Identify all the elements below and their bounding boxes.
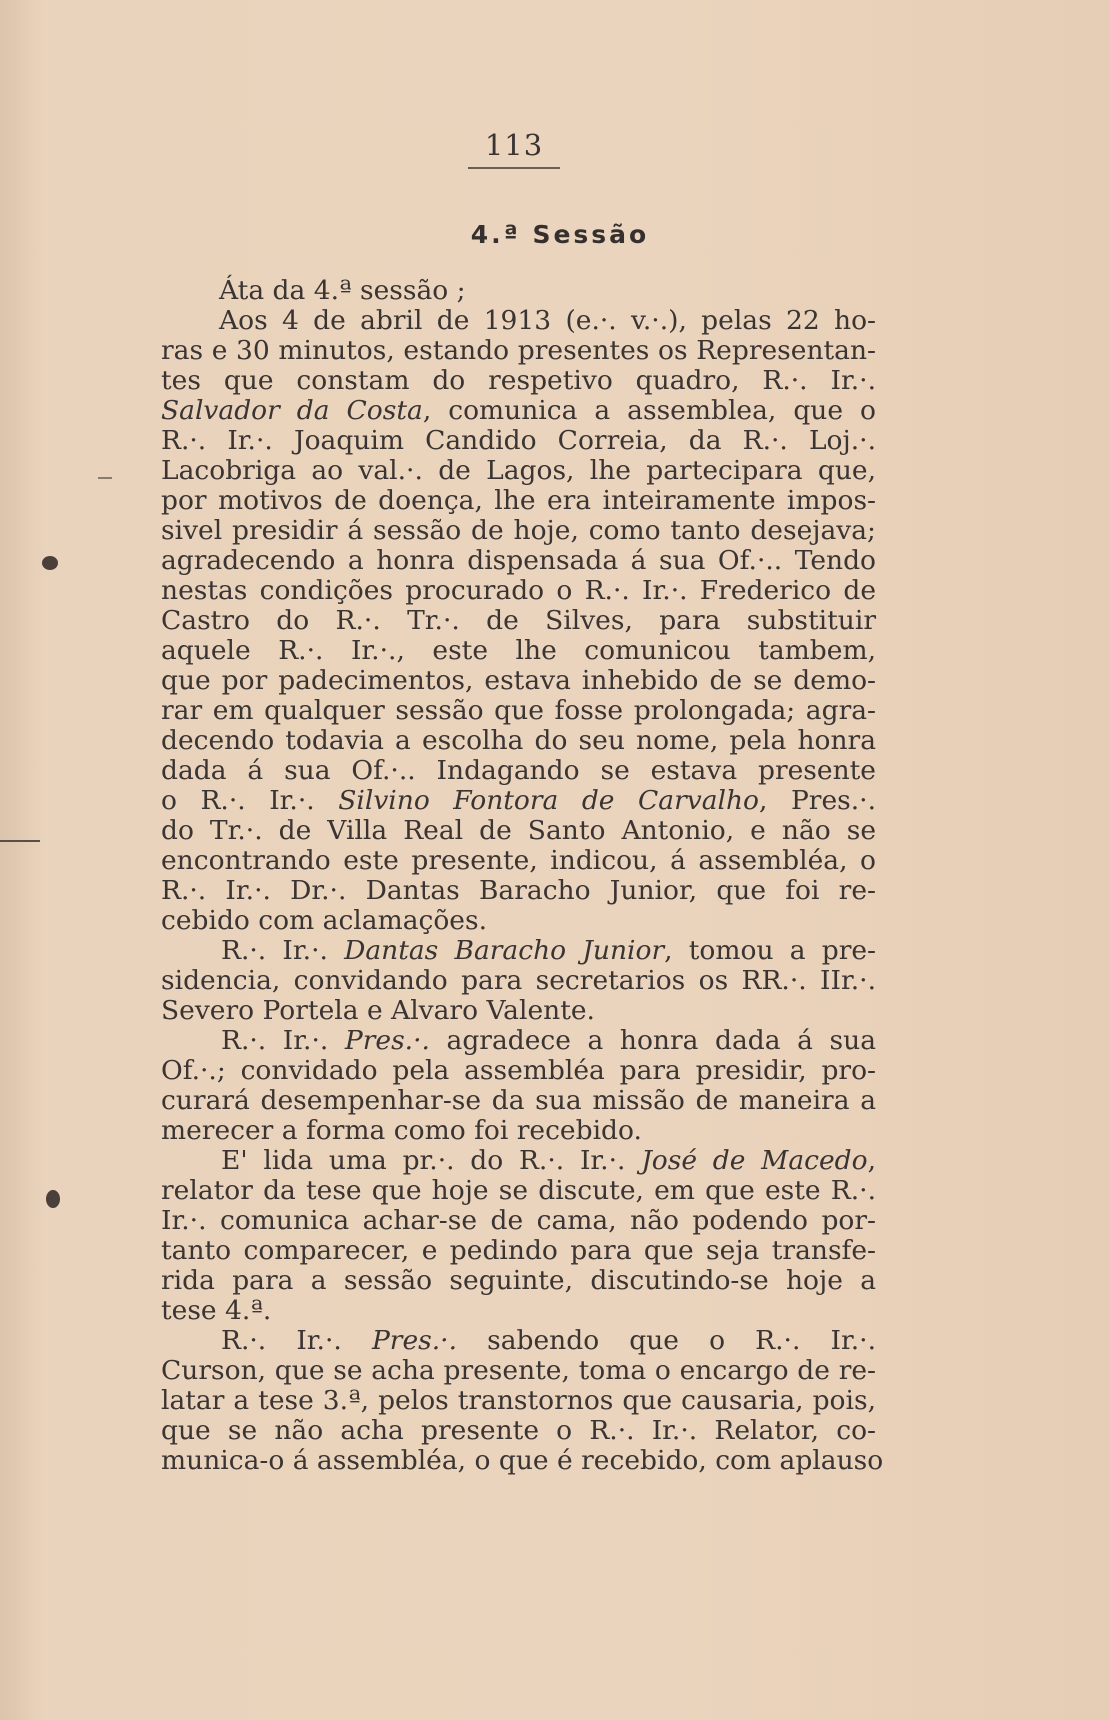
text-line — [161, 396, 876, 426]
text-line: sivel presidir á sessão de hoje, como tanto desejava; — [161, 515, 876, 546]
text-line: cebido com aclamações. — [161, 905, 487, 936]
text-line: nestas condições procurado o R.·. Ir.·. Frederico de — [161, 575, 876, 606]
text-line: dada á sua Of.·.. Indagando se estava presente — [161, 755, 876, 786]
text-line: tanto comparecer, e pedindo para que seja transfe- — [161, 1235, 876, 1266]
text-fragment: R.·. Ir.·. — [221, 1325, 372, 1356]
ink-blot-mark — [42, 556, 58, 570]
italic-name: Dantas Baracho Junior — [344, 935, 665, 966]
text-line: aquele R.·. Ir.·., este lhe comunicou tambem, — [161, 635, 876, 666]
text-line — [161, 1146, 876, 1176]
text-line: Lacobriga ao val.·. de Lagos, lhe partecipara que, — [161, 455, 876, 486]
italic-name: Pres.·. — [371, 1325, 458, 1356]
text-line: por motivos de doença, lhe era inteiramente impos- — [161, 485, 876, 516]
text-line: decendo todavia a escolha do seu nome, pela honra — [161, 725, 876, 756]
italic-name: Pres.·. — [344, 1025, 430, 1056]
text-line: que por padecimentos, estava inhebido de se demo- — [161, 665, 876, 696]
text-line: R.·. Ir.·. Dr.·. Dantas Baracho Junior, que foi re- — [161, 875, 876, 906]
italic-name: Silvino Fontora de Carvalho — [338, 785, 760, 816]
ink-blot-mark — [46, 1190, 60, 1208]
text-line: ras e 30 minutos, estando presentes os Representan- — [161, 335, 876, 366]
text-line: relator da tese que hoje se discute, em que este R.·. — [161, 1175, 876, 1206]
text-line: agradecendo a honra dispensada á sua Of.·.. Tendo — [161, 545, 876, 576]
text-line: tese 4.ª. — [161, 1295, 272, 1326]
text-fragment: , Pres.·. — [759, 785, 877, 816]
text-line: Áta da 4.ª sessão ; — [219, 275, 466, 306]
text-line: Aos 4 de abril de 1913 (e.·. v.·.), pelas 22 ho- — [219, 305, 876, 336]
text-line — [161, 1026, 876, 1056]
text-fragment: sabendo que o R.·. Ir.·. — [457, 1325, 876, 1356]
text-fragment: o R.·. Ir.·. — [161, 785, 339, 816]
text-line — [161, 786, 876, 816]
text-line: Ir.·. comunica achar-se de cama, não podendo por- — [161, 1205, 876, 1236]
italic-name: José de Macedo — [641, 1145, 868, 1176]
text-line: rar em qualquer sessão que fosse prolongada; agra- — [161, 695, 876, 726]
text-fragment: , — [867, 1145, 876, 1176]
session-heading: 4.ª Sessão — [470, 220, 650, 249]
binding-tick-mark — [98, 477, 112, 479]
text-fragment: R.·. Ir.·. — [221, 1025, 345, 1056]
text-line — [161, 936, 876, 966]
text-line: que se não acha presente o R.·. Ir.·. Relator, co- — [161, 1415, 876, 1446]
text-fragment: R.·. Ir.·. — [221, 935, 345, 966]
page-number-rule — [468, 167, 560, 169]
body-text — [161, 275, 884, 1476]
text-line: curará desempenhar-se da sua missão de maneira a — [161, 1085, 876, 1116]
italic-name: Salvador da Costa — [161, 395, 423, 426]
text-fragment: , comunica a assemblea, que o — [422, 395, 876, 426]
text-line: rida para a sessão seguinte, discutindo-se hoje a — [161, 1265, 876, 1296]
text-line: latar a tese 3.ª, pelos transtornos que causaria, pois, — [161, 1385, 876, 1416]
text-line — [161, 1326, 876, 1356]
text-fragment: , tomou a pre- — [664, 935, 877, 966]
text-line: Castro do R.·. Tr.·. de Silves, para substituir — [161, 605, 876, 636]
text-line: R.·. Ir.·. Joaquim Candido Correia, da R.·. Loj.·. — [161, 425, 876, 456]
text-line: sidencia, convidando para secretarios os RR.·. IIr.·. — [161, 965, 876, 996]
text-fragment: agradece a honra dada á sua — [429, 1025, 876, 1056]
text-line: merecer a forma como foi recebido. — [161, 1115, 642, 1146]
binding-tick-mark — [0, 840, 40, 842]
text-line: encontrando este presente, indicou, á assembléa, o — [161, 845, 876, 876]
text-fragment: E' lida uma pr.·. do R.·. Ir.·. — [221, 1145, 642, 1176]
text-line: munica-o á assembléa, o que é recebido, com aplauso — [161, 1445, 884, 1476]
text-line: Curson, que se acha presente, toma o encargo de re- — [161, 1355, 876, 1386]
text-line: tes que constam do respetivo quadro, R.·. Ir.·. — [161, 365, 876, 396]
text-line: do Tr.·. de Villa Real de Santo Antonio, e não se — [161, 815, 876, 846]
text-line: Severo Portela e Alvaro Valente. — [161, 995, 595, 1026]
text-line: Of.·.; convidado pela assembléa para presidir, pro- — [161, 1055, 876, 1086]
page-number: 113 — [484, 128, 544, 162]
